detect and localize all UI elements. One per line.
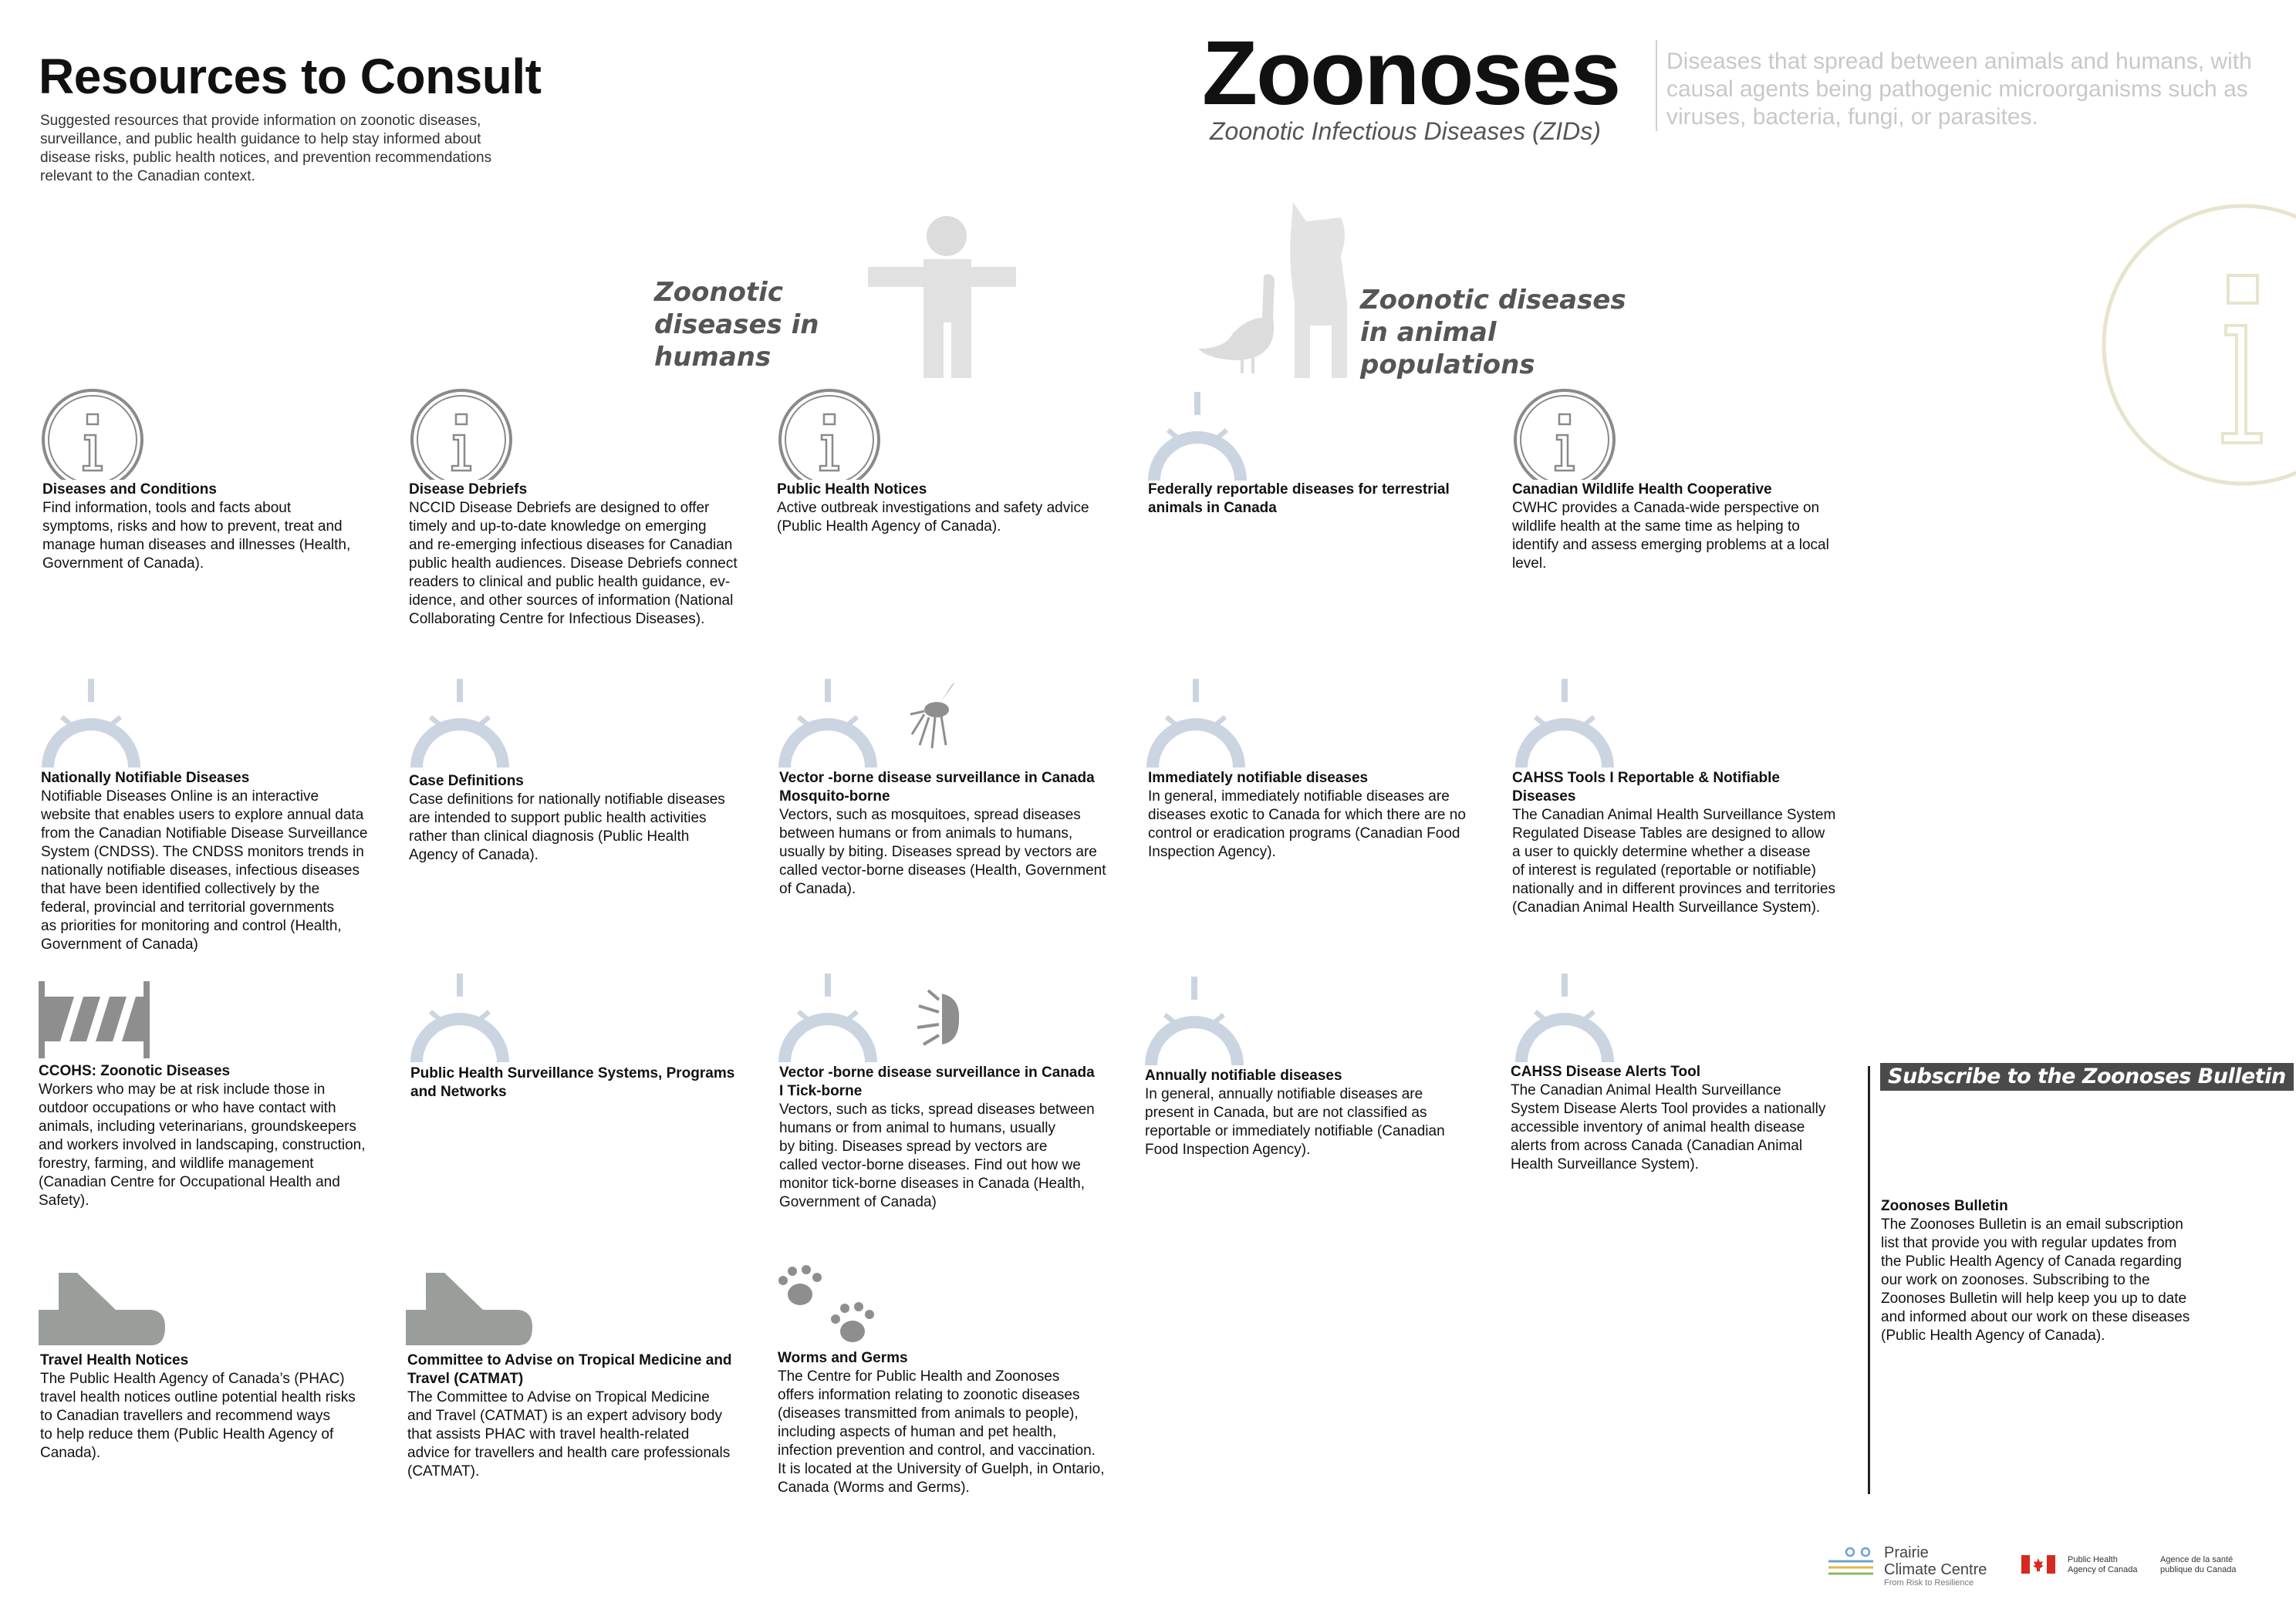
card-title[interactable]: Federally reportable diseases for terrestrial animals in Canada bbox=[1148, 481, 1450, 516]
airplane-icon bbox=[39, 1273, 165, 1345]
card-title[interactable]: Immediately notifiable diseases bbox=[1148, 770, 1369, 786]
bulletin-description: The Zoonoses Bulletin is an email subscription list that provide you with regular updates from the Public Health Agency of Canada regarding our work on zoonoses. Subscribing to the Zoonoses Bulletin will help keep you up to date and informed about our work on these diseases (Public Health Agency of Canada). bbox=[1881, 1216, 2190, 1344]
card-description: The Public Health Agency of Canada’s (PHAC) travel health notices outline potential health risks to Canadian travellers and recommend ways to help reduce them (Public Health Agency of Canada). bbox=[40, 1371, 356, 1461]
card-description: The Committee to Advise on Tropical Medicine and Travel (CATMAT) is an expert advisory body that assists PHAC with travel health-related advice for travellers and health care professionals (CATMAT). bbox=[407, 1389, 731, 1480]
page-title: Resources to Consult bbox=[39, 49, 542, 104]
card-description: The Centre for Public Health and Zoonoses offers information relating to zoonotic diseases (diseases transmitted from animals to people), including aspects of human and pet health, infection prevention and control, and vaccination. It is located at the University of Guelph, in Ontario, Canada (Worms and Germs). bbox=[778, 1368, 1105, 1496]
gauge-icon bbox=[1140, 977, 1248, 1069]
card-worms-and-germs[interactable] bbox=[778, 1349, 1129, 1497]
card-description: Case definitions for nationally notifiable diseases are intended to support public health activities rather than clinical diagnosis (Public Health Agency of Canada). bbox=[409, 791, 725, 863]
card-title[interactable]: Committee to Advise on Tropical Medicine and Travel (CATMAT) bbox=[407, 1352, 732, 1387]
zoonoses-subtitle: Zoonotic Infectious Diseases (ZIDs) bbox=[1210, 117, 1601, 145]
card-title[interactable]: Canadian Wildlife Health Cooperative bbox=[1512, 481, 1772, 498]
info-icon bbox=[1511, 387, 1619, 480]
card-description: CWHC provides a Canada-wide perspective on wildlife health at the same time as helping to identify and assess emerging problems at a local level. bbox=[1512, 500, 1829, 572]
section-label-humans: Zoonotic diseases in humans bbox=[654, 277, 819, 373]
card-description: In general, annually notifiable diseases are present in Canada, but are not classified as reportable or immediately notifiable (Canadian Food Inspection Agency). bbox=[1145, 1086, 1445, 1158]
gauge-icon bbox=[406, 973, 514, 1066]
card-description: Vectors, such as mosquitoes, spread diseases between humans or from animals to humans, usually by biting. Diseases spread by vectors are called vector-borne diseases (Health, Government of Canada). bbox=[779, 807, 1106, 897]
card-description: Active outbreak investigations and safety advice (Public Health Agency of Canada). bbox=[777, 500, 1089, 535]
tick-icon bbox=[914, 989, 961, 1046]
phac-name-french: Agence de la santé publique du Canada bbox=[2160, 1555, 2237, 1574]
card-disease-debriefs[interactable] bbox=[409, 481, 760, 629]
card-public-health-notices[interactable] bbox=[777, 481, 1128, 536]
bulletin-title: Zoonoses Bulletin bbox=[1881, 1198, 2008, 1214]
card-description: Notifiable Diseases Online is an interactive website that enables users to explore annual data from the Canadian Notifiable Disease Surveillance System (CNDSS). The CNDSS monitors trends in nationally notifiable diseases, infectious diseases that have been identified collectively by the federal, provincial and territorial governments as priorities for monitoring and control (Health, Government of Canada) bbox=[41, 788, 368, 953]
card-description: The Canadian Animal Health Surveillance System Disease Alerts Tool provides a nationally accessible inventory of animal health disease alerts from across Canada (Canadian Animal Health Surveillance System). bbox=[1511, 1082, 1826, 1173]
card-cahss-reportable[interactable] bbox=[1512, 769, 1863, 917]
card-title[interactable]: CAHSS Tools I Reportable & Notifiable Diseases bbox=[1512, 770, 1780, 805]
card-title[interactable]: CAHSS Disease Alerts Tool bbox=[1511, 1064, 1701, 1080]
zoonoses-bulletin bbox=[1881, 1197, 2213, 1345]
gauge-icon bbox=[774, 679, 882, 771]
card-immediately-notifiable[interactable] bbox=[1148, 769, 1499, 862]
card-title[interactable]: Worms and Germs bbox=[778, 1350, 908, 1366]
card-diseases-and-conditions[interactable] bbox=[42, 481, 393, 573]
info-icon bbox=[39, 387, 147, 480]
card-cahss-alerts[interactable] bbox=[1511, 1063, 1862, 1174]
paw-prints-icon bbox=[775, 1265, 883, 1345]
card-public-health-surveillance[interactable] bbox=[410, 1065, 761, 1102]
card-title[interactable]: Vector -borne disease surveillance in Canada I Tick-borne bbox=[779, 1065, 1095, 1099]
card-title[interactable]: Vector -borne disease surveillance in Canada Mosquito-borne bbox=[779, 770, 1095, 805]
card-description: In general, immediately notifiable diseases are diseases exotic to Canada for which there are no control or eradication programs (Canadian Food Inspection Agency). bbox=[1148, 788, 1466, 860]
card-case-definitions[interactable] bbox=[409, 772, 760, 865]
gauge-icon bbox=[406, 679, 514, 771]
card-catmat[interactable] bbox=[407, 1351, 758, 1481]
card-description: Find information, tools and facts about symptoms, risks and how to prevent, treat and manage human diseases and illnesses (Health, Government of Canada). bbox=[42, 500, 351, 572]
card-description: Vectors, such as ticks, spread diseases between humans or from animal to humans, usually by biting. Diseases spread by vectors are called vector-borne diseases. Find out how we monitor tick-borne diseases in Canada (Health, Government of Canada) bbox=[779, 1102, 1095, 1210]
subscribe-button[interactable]: Subscribe to the Zoonoses Bulletin bbox=[1880, 1063, 2294, 1091]
card-title[interactable]: Travel Health Notices bbox=[40, 1352, 189, 1368]
prairie-climate-centre-logo-icon bbox=[1827, 1546, 1876, 1577]
info-icon bbox=[407, 387, 515, 480]
card-nationally-notifiable[interactable] bbox=[41, 769, 392, 954]
barrier-icon bbox=[39, 981, 150, 1058]
card-title[interactable]: Nationally Notifiable Diseases bbox=[41, 770, 250, 786]
card-description: Workers who may be at risk include those in outdoor occupations or who have contact with animals, including veterinarians, groundskeepers and workers involved in landscaping, construction, forestry, farming, and wildlife management (Canadian Centre for Occupational Health and Safety). bbox=[39, 1081, 366, 1209]
gauge-icon bbox=[1142, 679, 1250, 771]
card-title[interactable]: Case Definitions bbox=[409, 773, 524, 789]
gauge-icon bbox=[37, 679, 145, 771]
page-intro: Suggested resources that provide information on zoonotic diseases, surveillance, and public health guidance to help stay informed about disease risks, public health notices, and prevention recommendations relevant to the Canadian context. bbox=[40, 113, 492, 184]
airplane-icon bbox=[406, 1273, 532, 1345]
gauge-icon bbox=[1511, 973, 1619, 1066]
card-title[interactable]: Public Health Notices bbox=[777, 481, 927, 498]
card-description: The Canadian Animal Health Surveillance System Regulated Disease Tables are designed to allow a user to quickly determine whether a disease of interest is regulated (reportable or notifiable) nationally and in different provinces and territories (Canadian Animal Health Surveillance System). bbox=[1512, 807, 1836, 916]
gauge-icon bbox=[1143, 392, 1251, 484]
card-title[interactable]: Diseases and Conditions bbox=[42, 481, 217, 498]
card-ccohs[interactable] bbox=[39, 1062, 390, 1210]
info-icon bbox=[775, 387, 883, 480]
prairie-climate-centre-tagline: From Risk to Resilience bbox=[1884, 1578, 1974, 1588]
card-vector-tick[interactable] bbox=[779, 1064, 1130, 1212]
gauge-icon bbox=[1511, 679, 1619, 771]
mosquito-icon bbox=[909, 680, 957, 750]
card-canadian-wildlife-health[interactable] bbox=[1512, 481, 1863, 573]
gauge-icon bbox=[774, 973, 882, 1066]
phac-name-english: Public Health Agency of Canada bbox=[2068, 1555, 2138, 1574]
card-travel-health-notices[interactable] bbox=[40, 1351, 391, 1463]
card-annually-notifiable[interactable] bbox=[1145, 1067, 1496, 1159]
canada-flag-icon bbox=[2021, 1555, 2055, 1574]
section-label-animals: Zoonotic diseases in animal populations bbox=[1360, 285, 1626, 380]
card-title[interactable]: Annually notifiable diseases bbox=[1145, 1068, 1342, 1084]
subscribe-divider bbox=[1868, 1066, 1870, 1494]
card-title[interactable]: Disease Debriefs bbox=[409, 481, 528, 498]
header-divider bbox=[1656, 40, 1657, 131]
card-title[interactable]: Public Health Surveillance Systems, Programs and Networks bbox=[410, 1065, 735, 1100]
card-vector-mosquito[interactable] bbox=[779, 769, 1130, 899]
zoonoses-title: Zoonoses bbox=[1202, 22, 1620, 124]
zoonoses-description: Diseases that spread between animals and humans, with causal agents being pathogenic microorganisms such as viruses, bacteria, fungi, or parasites. bbox=[1666, 49, 2252, 130]
card-description: NCCID Disease Debriefs are designed to offer timely and up-to-date knowledge on emerging and re-emerging infectious diseases for Canadian public health audiences. Disease Debriefs connect readers to clinical and public health guidance, ev- idence, and other sources of information (National Collaborating Centre for Infectious Diseases). bbox=[409, 500, 738, 627]
card-title[interactable]: CCOHS: Zoonotic Diseases bbox=[39, 1063, 231, 1079]
animal-silhouette-icon bbox=[1194, 202, 1356, 378]
prairie-climate-centre-name: Prairie Climate Centre bbox=[1884, 1544, 1987, 1578]
large-info-icon bbox=[2087, 202, 2296, 488]
card-federally-reportable[interactable] bbox=[1148, 481, 1499, 518]
